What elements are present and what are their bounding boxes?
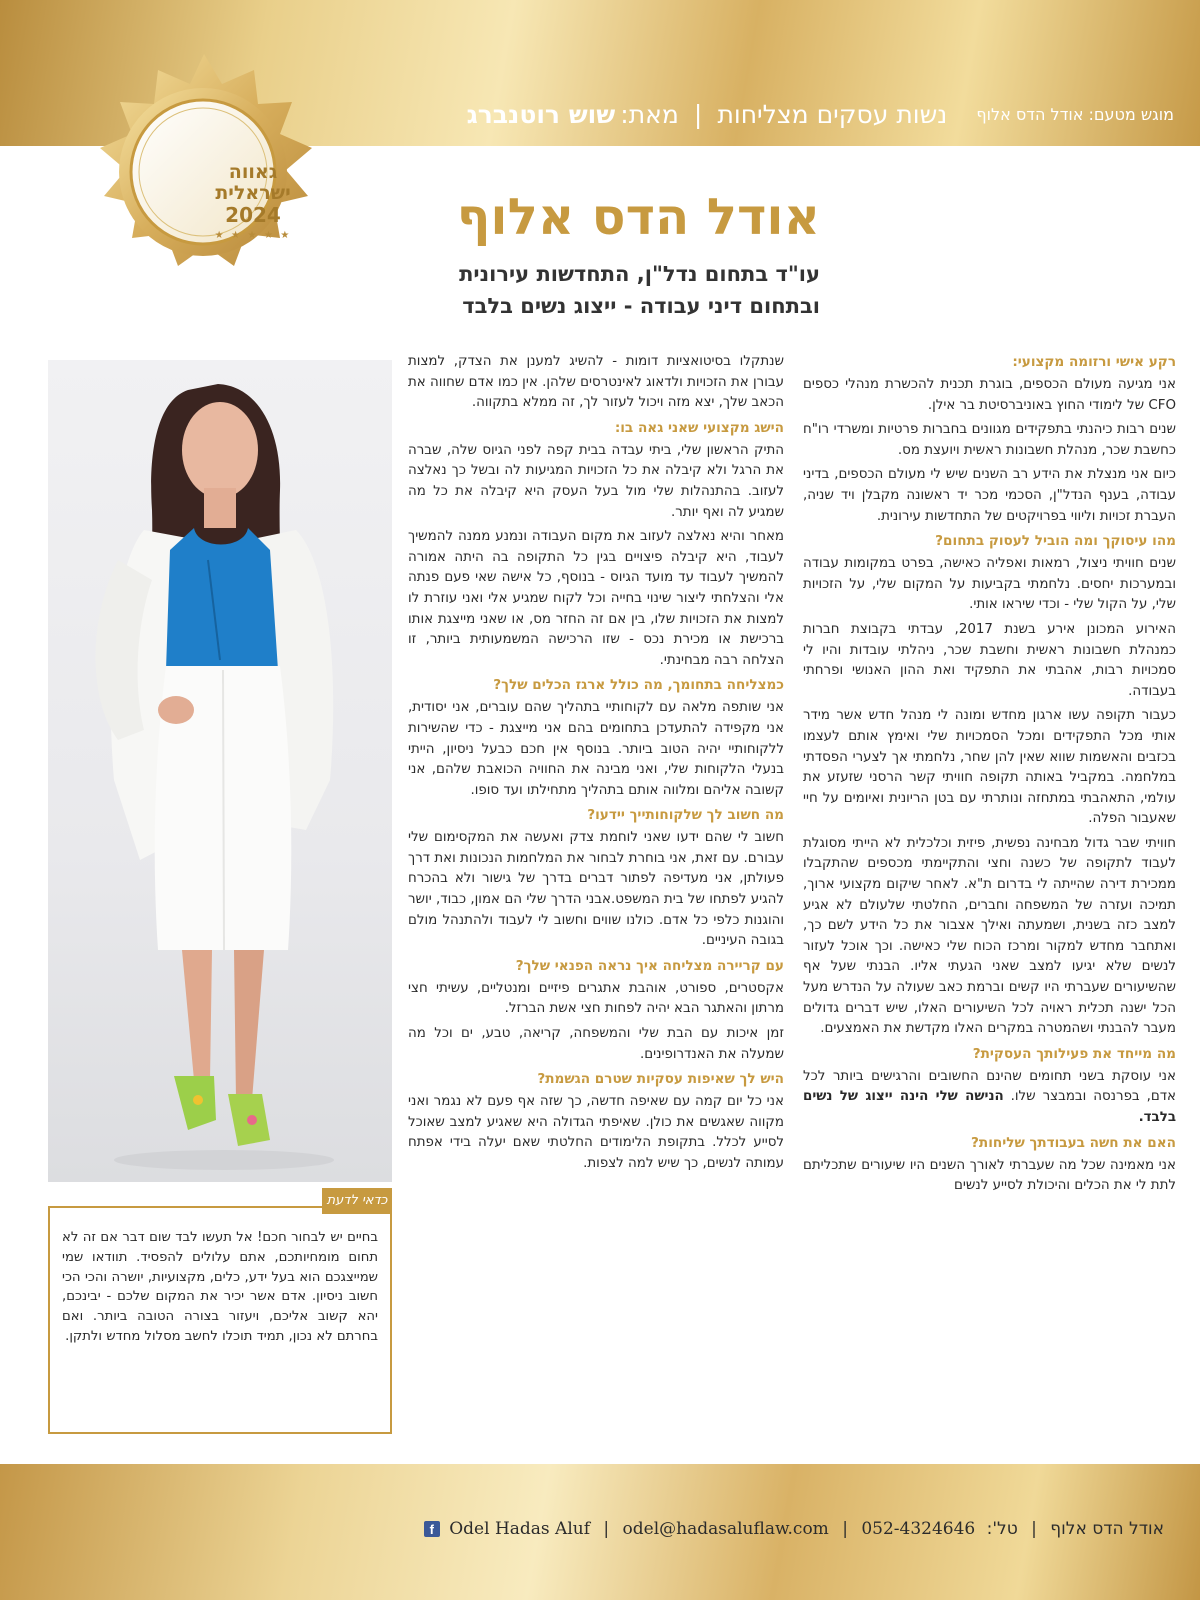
paragraph-text: אני עוסקת בשני תחומים שהינם החשובים והרגישים ביותר לכל אדם, בפרנסה ובמבצר שלו.: [803, 1068, 1176, 1105]
footer-separator: |: [1031, 1518, 1037, 1539]
niche-statement: הנישה שלי הינה ייצוג של נשים בלבד.: [803, 1089, 1176, 1125]
badge-line1: גאווה: [228, 161, 278, 183]
heading-occupation: מהו עיסוקך ומה הוביל לעסוק בתחום?: [935, 533, 1176, 550]
award-badge: [74, 44, 334, 294]
tips-box: [48, 1206, 392, 1434]
footer-contact: [424, 1518, 1164, 1546]
section-title: נשות עסקים מצליחות: [717, 100, 948, 129]
heading-toolbox: כמצליחה בתחומך, מה כולל ארגז הכלים שלך?: [493, 677, 784, 694]
heading-clients: מה חשוב לך שלקוחותייך יידעו?: [587, 807, 784, 824]
paragraph: התיק הראשון שלי, ביתי עבדה בבית קפה לפני הגיוס שלה, שברה את הרגל ולא קיבלה את כל הזכויות המגיעות לה ובשל כך נאלצה לעזוב. בהתנהלות שלי מול בעל העסק היא קיבלה את כל מה שמגיע לה ואף יותר.: [408, 442, 784, 520]
paragraph: אני מאמינה שכל מה שעברתי לאורך השנים היו שיעורים שתכליתם לתת לי את הכלים והיכולת לסייע לנשים: [803, 1157, 1176, 1194]
paragraph: כעבור תקופה עשו ארגון מחדש ומונה לי מנהל חדש אשר מידר אותי מכל התפקידים ומכל הסמכויות שלי ואימץ אותם לעצמו בכזבים והאשמות שווא שאין להן שחר, נלחמתי אך לצערי הפסדתי במלחמה. במקביל באותה תקופה חוויתי קשר הרסני שזעזע את עולמי, התאהבתי במתחזה ונותרתי עם בטן הריונית ואיומים על חיי שאעבור הפלה.: [803, 708, 1176, 827]
header-separator: |: [693, 100, 703, 129]
paragraph: זמן איכות עם הבת שלי והמשפחה, קריאה, טבע, ים וכל מה שמעלה את האנדרופינים.: [408, 1026, 784, 1062]
portrait-figure: [48, 360, 392, 1182]
paragraph: האירוע המכונן אירע בשנת 2017, עבדתי בקבוצת חברות כמנהלת חשבונות ראשית וחשבת שכר, ניהלתי עובדות והיו לי סמכויות רבות, אהבתי את התפקיד ואת ההון האנושי ופרחתי בעבודה.: [803, 621, 1176, 699]
paragraph: אני כל יום קמה עם שאיפה חדשה, כך שזה אף פעם לא נגמר ואני מקווה שאגשים את כולן. שאיפתי הגדולה היא שאגיע למצב שאוכל לסייע לכלל. בתקופת הלימודים החלטתי שאם יעלה בידי אפתח עמותה לנשים, כך שיש למה לצפות.: [408, 1094, 784, 1171]
paragraph: אני שותפה מלאה עם לקוחותיי בתהליך שהם עוברים, אני יסודית, אני מקפידה להתעדכן בתחומים בהם אני מייצגת - כדי שהשירות ללקוחותיי יהיה הטוב ביותר. בנוסף אין חכם כבעל ניסיון, הייתי בנעלי הלקוחות שלי, ואני מבינה את החוויה הכואבת שלהם, אני קשובה אליהם ומלווה אותם בתהליך מתחילתו ועד סופו.: [408, 700, 784, 798]
facebook-name[interactable]: Odel Hadas Aluf: [449, 1518, 590, 1539]
facebook-icon[interactable]: f: [424, 1521, 440, 1537]
heading-mission: האם את חשה בעבודתך שליחות?: [971, 1134, 1176, 1151]
header-line: [294, 100, 1174, 134]
tips-text: בחיים יש לבחור חכם! אל תעשו לבד שום דבר אם זה לא תחום מומחיותכם, אתם עלולים להפסיד. תוודאו שמי שמייצגכם הוא בעל ידע, כלים, מקצועיות, יושרה והכי הכי חשוב ניסיון. אדם אשר יכיר את המקום שלכם - יבינכם, יהא קשוב אליכם, ויעזור בצורה הטובה ביותר. ואם בחרתם לא נכון, תמיד תוכלו לחשב מסלול מחדש ולתקן.: [62, 1230, 378, 1344]
paragraph: שנים רבות כיהנתי בתפקידים מגוונים בחברות פרטיות ומשרדי רו"ח כחשבת שכר, מנהלת חשבונות ראשית ויועצת מס.: [803, 422, 1176, 458]
heading-achievement: הישג מקצועי שאני גאה בו:: [614, 419, 784, 436]
footer-email[interactable]: odel@hadasaluflaw.com: [622, 1518, 829, 1539]
badge-stars: ★ ★ ★ ★ ★: [214, 230, 292, 241]
heading-aspirations: היש לך שאיפות עסקיות שטרם הגשמת?: [537, 1071, 784, 1088]
badge-year: 2024: [225, 203, 281, 227]
paragraph: שנים חוויתי ניצול, רמאות ואפליה כאישה, בפרט במקומות עבודה ובמערכות יחסים. נלחמתי בקביעות על המקום שלי, על הזכויות שלי, על הקול שלי - וכדי שיראו אותי.: [803, 556, 1176, 613]
tips-tag: כדאי לדעת: [322, 1188, 392, 1214]
paragraph: חשוב לי שהם ידעו שאני לוחמת צדק ואעשה את המקסימום שלי עבורם. עם זאת, אני בוחרת לבחור את המלחמות הנכונות ואת דרך פעולתן, אני מעדיפה לפתור דברים בדרך של גישור ולא בהכרח להגיע לפתחו של בית המשפט.אבני הדרך שלי הם אמון, כבוד, יושר והוגנות כלפי כל אדם. כולנו שווים וחשוב לי לעבוד ולהתנהל מולם בגובה העיניים.: [408, 830, 784, 949]
author-name: שוש רוטנברג: [466, 100, 616, 129]
footer-name: אודל הדס אלוף: [1050, 1518, 1164, 1539]
heading-background: רקע אישי ורזומה מקצועי:: [1012, 354, 1176, 370]
author-label: מאת:: [620, 100, 679, 129]
footer-phone[interactable]: 052-4324646: [861, 1518, 976, 1539]
portrait-photo: [48, 360, 392, 1182]
paragraph: חוויתי שבר גדול מבחינה נפשית, פיזית וכלכלית לא הייתי מסוגלת לעבוד לתקופה של כשנה וחצי והתקיימתי מכספים שהתקבלו ממכירת דירה שהייתה לי בדרום ת"א. לאחר שיקום מקצועי ארוך, תמיכה ועזרה של המשפחה וחברים, החלטתי שלעולם לא אגיע למצב כזה בשנית, ושמעתה ואילך אצבור את כל הידע לשם כך, ואתחבר מחדש למקור ומרכז הכוח שלי כאישה. וכך אוכל לעזור לנשים שלא יגיעו למצב שאני הגעתי אליו. הבנתי שעל אף שהשיעורים שעברתי היו קשים וברמת כאב שעולה על הנדרש מעל הכל ישנה תכלית ראויה לכל השיעורים האלו, שיש דברים גדולים מעבר להבנתי ושהמטרה במקרים האלו מקדשת את האמצעים.: [803, 835, 1176, 1037]
article-subtitle: [300, 258, 820, 322]
paragraph: אני מגיעה מעולם הכספים, בוגרת תכנית להכשרת מנהלי כספים CFO של לימודי החוץ באוניברסיטת בר אילן.: [803, 377, 1176, 413]
paragraph: שנתקלו בסיטואציות דומות - להשיג למענן את הצדק, למצות עבורן את הזכויות ולדאוג לאינטרסים שלהן. אין כמו אדם שחווה את הכאב שלך, יצא מזה ויכול לעזור לך, זה ממלא בתקווה.: [408, 354, 784, 411]
heading-unique: מה מייחד את פעילותך העסקית?: [972, 1045, 1176, 1062]
footer-separator: |: [842, 1518, 848, 1539]
paragraph: כיום אני מנצלת את הידע רב השנים שיש לי מעולם הכספים, בדיני עבודה, בענף הנדל"ן, הסכמי מכר יד ראשונה מקבלן ויד שניה, העברת זכויות וליווי בפרויקטים של התחדשות עירונית.: [803, 467, 1176, 524]
paragraph: אקסטרים, ספורט, אוהבת אתגרים פיזיים ומנטליים, עשיתי חצי מרתון והאתגר הבא יהיה לפחות חצי אשת הברזל.: [408, 980, 784, 1017]
phone-label: טל':: [986, 1518, 1018, 1539]
presented-by: מוגש מטעם: אודל הדס אלוף: [976, 105, 1174, 124]
paragraph: [803, 1067, 1176, 1129]
heading-leisure: עם קריירה מצליחה איך נראה הפנאי שלך?: [515, 957, 784, 974]
subtitle-line2: ובתחום דיני עבודה - ייצוג נשים בלבד: [462, 294, 820, 318]
subtitle-line1: עו"ד בתחום נדל"ן, התחדשות עירונית: [459, 262, 820, 286]
article-column-right: [803, 352, 1176, 1462]
footer-separator: |: [603, 1518, 610, 1539]
badge-line2: ישראלית: [215, 182, 291, 204]
paragraph: מאחר והיא נאלצה לעזוב את מקום העבודה ונמנע ממנה להמשיך לעבוד, היא קיבלה פיצויים בגין כל התקופה בה היתה אמורה להמשיך לעבוד עד מועד הגיוס - בנוסף, כל אישה שאי פעם פנתה אלי והצלחתי ליצור שינוי בחייה וכל לקוח שמגיע אלי ואני עוזרת לו למצות את הזכויות שלו, בין אם זה החזר מס, או שאני מייצגת אותו ברכישת או מכירת נכס - שזו הרכישה המשמעותית ביותר, זו הצלחה רבה מבחינתי.: [408, 529, 784, 668]
article-title: אודל הדס אלוף: [456, 188, 820, 246]
badge-text: [186, 162, 320, 241]
article-column-middle: [408, 352, 784, 1452]
